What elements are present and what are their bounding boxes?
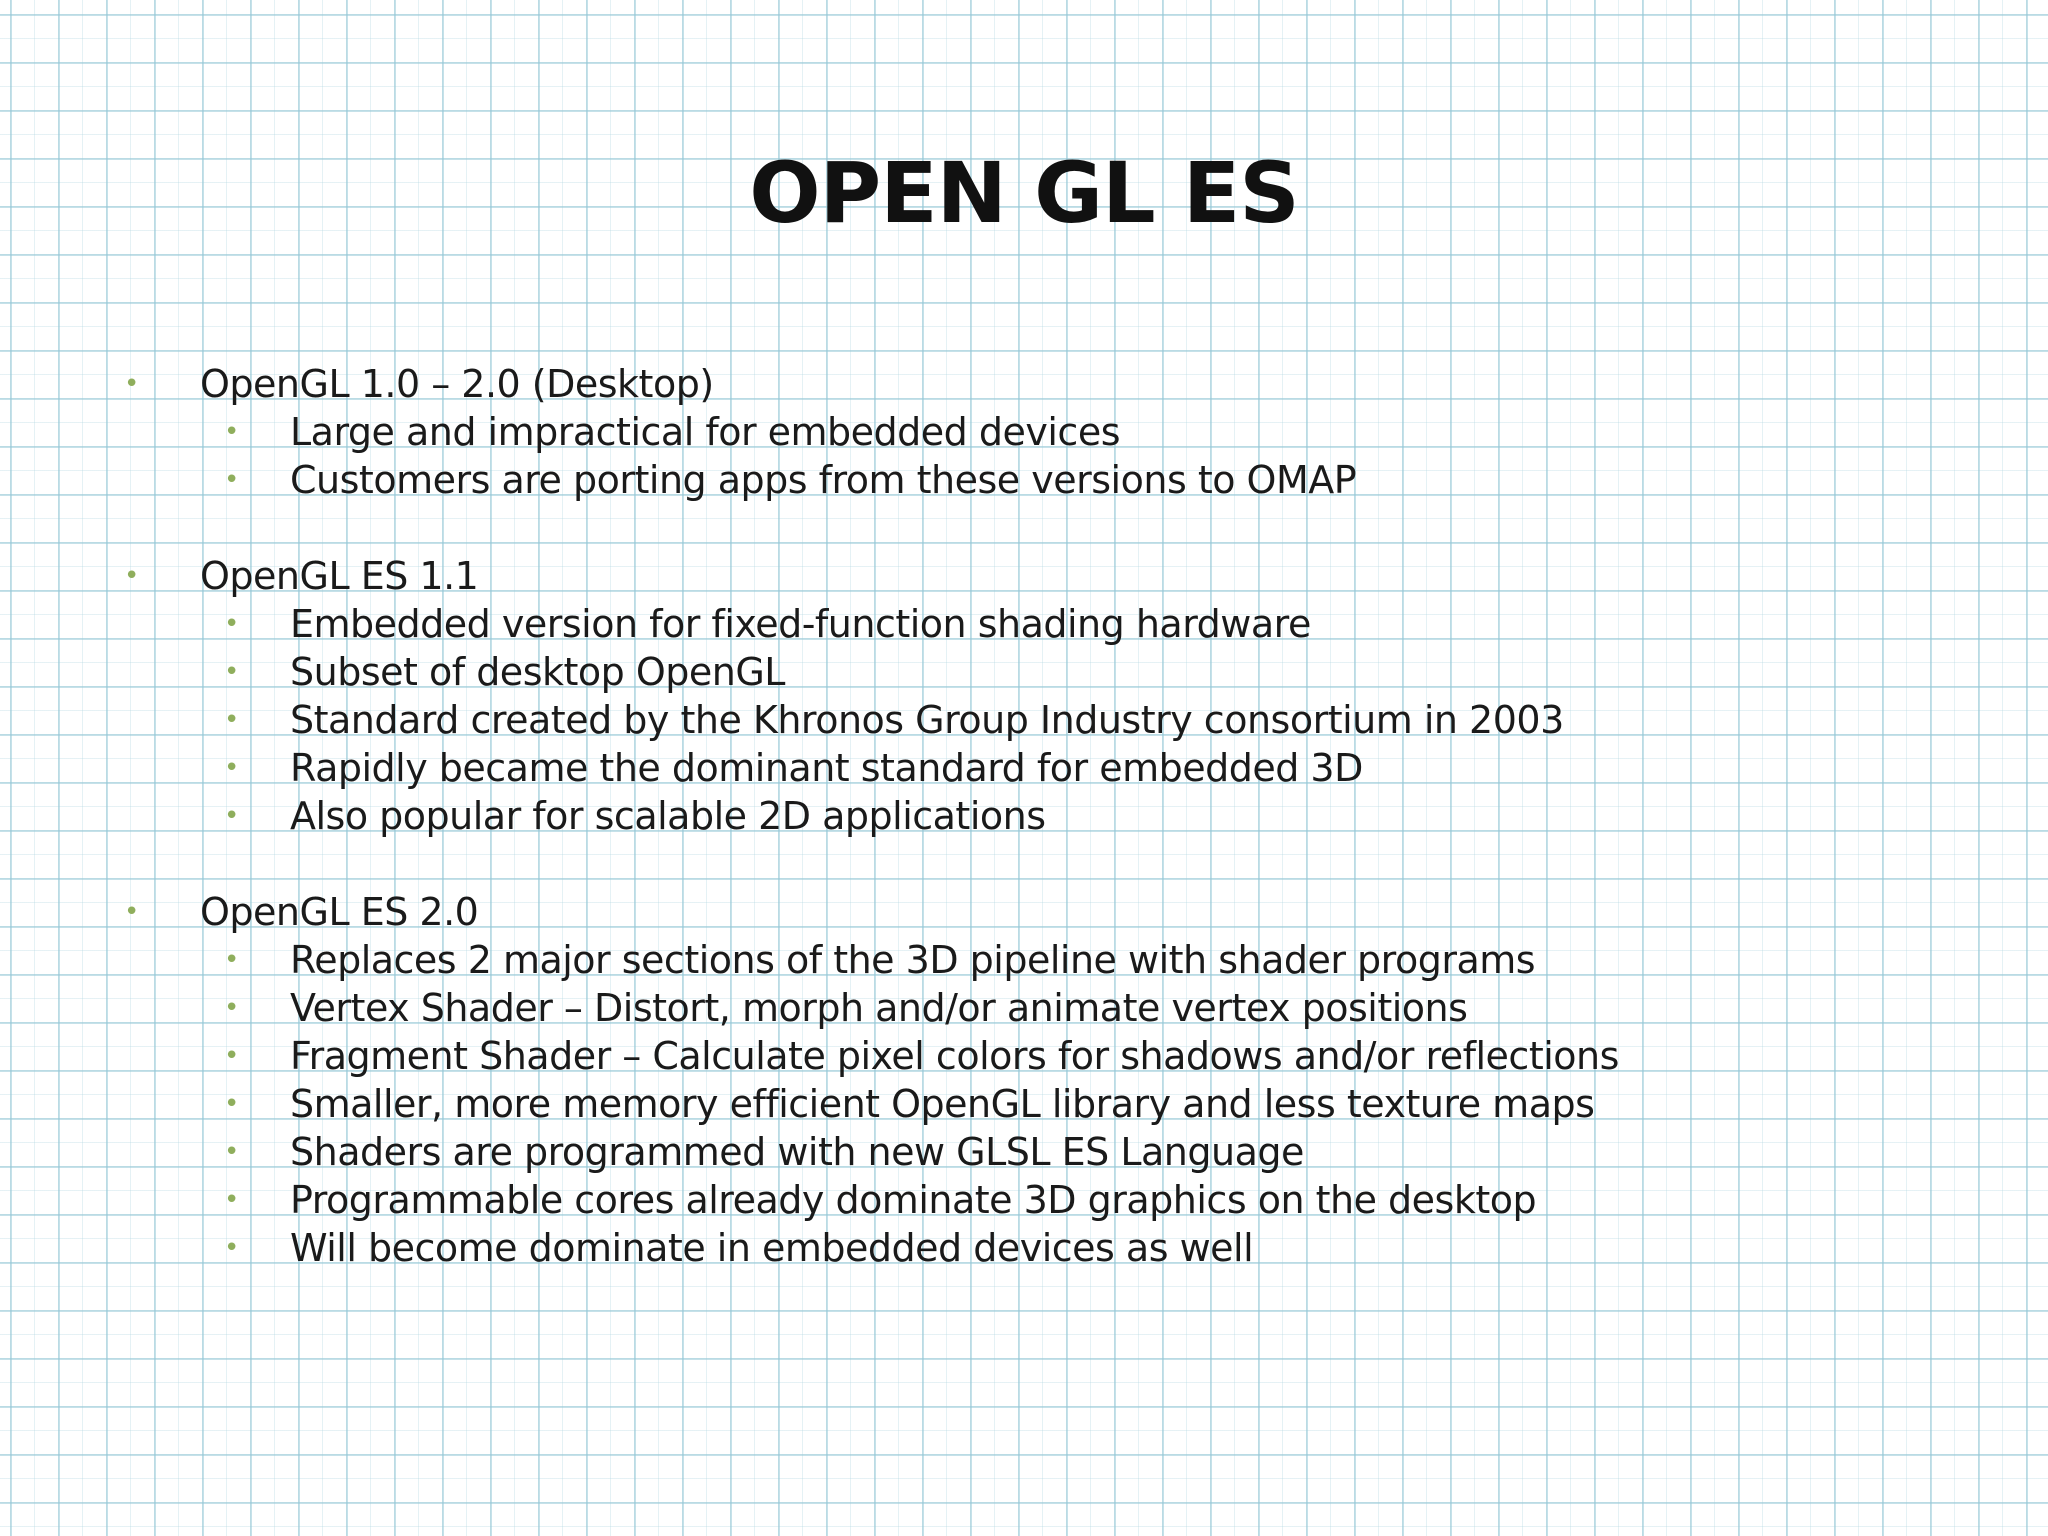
bullet-level2	[120, 408, 2000, 456]
section-heading: OpenGL ES 1.1	[200, 554, 479, 598]
bullet-dot-icon: •	[224, 417, 239, 447]
bullet-dot-icon: •	[224, 609, 239, 639]
bullet-text: Will become dominate in embedded devices as well	[290, 1226, 1254, 1270]
bullet-level2	[120, 936, 2000, 984]
bullet-level2	[120, 648, 2000, 696]
sub-list	[120, 408, 2000, 504]
bullet-dot-icon: •	[224, 1137, 239, 1167]
bullet-text: Rapidly became the dominant standard for embedded 3D	[290, 746, 1363, 790]
bullet-level2	[120, 456, 2000, 504]
bullet-dot-icon: •	[224, 753, 239, 783]
bullet-level2	[120, 744, 2000, 792]
bullet-text: Fragment Shader – Calculate pixel colors for shadows and/or reflections	[290, 1034, 1619, 1078]
bullet-dot-icon: •	[124, 561, 139, 591]
bullet-text: Large and impractical for embedded devices	[290, 410, 1120, 454]
section-heading: OpenGL 1.0 – 2.0 (Desktop)	[200, 362, 714, 406]
bullet-text: Vertex Shader – Distort, morph and/or animate vertex positions	[290, 986, 1468, 1030]
bullet-dot-icon: •	[224, 801, 239, 831]
bullet-text: Programmable cores already dominate 3D graphics on the desktop	[290, 1178, 1537, 1222]
slide-content	[120, 360, 2000, 1320]
bullet-level2	[120, 1032, 2000, 1080]
bullet-dot-icon: •	[224, 705, 239, 735]
bullet-dot-icon: •	[224, 465, 239, 495]
bullet-text: Subset of desktop OpenGL	[290, 650, 785, 694]
bullet-dot-icon: •	[224, 1089, 239, 1119]
section-heading: OpenGL ES 2.0	[200, 890, 479, 934]
bullet-dot-icon: •	[224, 993, 239, 1023]
bullet-level2	[120, 1128, 2000, 1176]
bullet-text: Standard created by the Khronos Group Industry consortium in 2003	[290, 698, 1564, 742]
bullet-dot-icon: •	[224, 945, 239, 975]
bullet-dot-icon: •	[224, 657, 239, 687]
bullet-text: Also popular for scalable 2D applications	[290, 794, 1046, 838]
bullet-text: Customers are porting apps from these versions to OMAP	[290, 458, 1357, 502]
bullet-text: Shaders are programmed with new GLSL ES Language	[290, 1130, 1304, 1174]
section-opengl-desktop	[120, 360, 2000, 504]
bullet-text: Replaces 2 major sections of the 3D pipeline with shader programs	[290, 938, 1536, 982]
bullet-level2	[120, 792, 2000, 840]
bullet-dot-icon: •	[224, 1041, 239, 1071]
bullet-level2	[120, 1080, 2000, 1128]
sub-list	[120, 936, 2000, 1272]
bullet-dot-icon: •	[124, 897, 139, 927]
bullet-level2	[120, 984, 2000, 1032]
bullet-level1	[120, 360, 2000, 408]
bullet-dot-icon: •	[224, 1233, 239, 1263]
bullet-level2	[120, 1224, 2000, 1272]
bullet-level1	[120, 552, 2000, 600]
bullet-level1	[120, 888, 2000, 936]
section-opengl-es-2-0	[120, 888, 2000, 1272]
bullet-dot-icon: •	[224, 1185, 239, 1215]
bullet-dot-icon: •	[124, 369, 139, 399]
section-opengl-es-1-1	[120, 552, 2000, 840]
bullet-text: Smaller, more memory efficient OpenGL library and less texture maps	[290, 1082, 1595, 1126]
bullet-level2	[120, 600, 2000, 648]
bullet-level2	[120, 1176, 2000, 1224]
bullet-level2	[120, 696, 2000, 744]
sub-list	[120, 600, 2000, 840]
bullet-text: Embedded version for fixed-function shading hardware	[290, 602, 1311, 646]
slide-title: OPEN GL ES	[749, 144, 1299, 242]
